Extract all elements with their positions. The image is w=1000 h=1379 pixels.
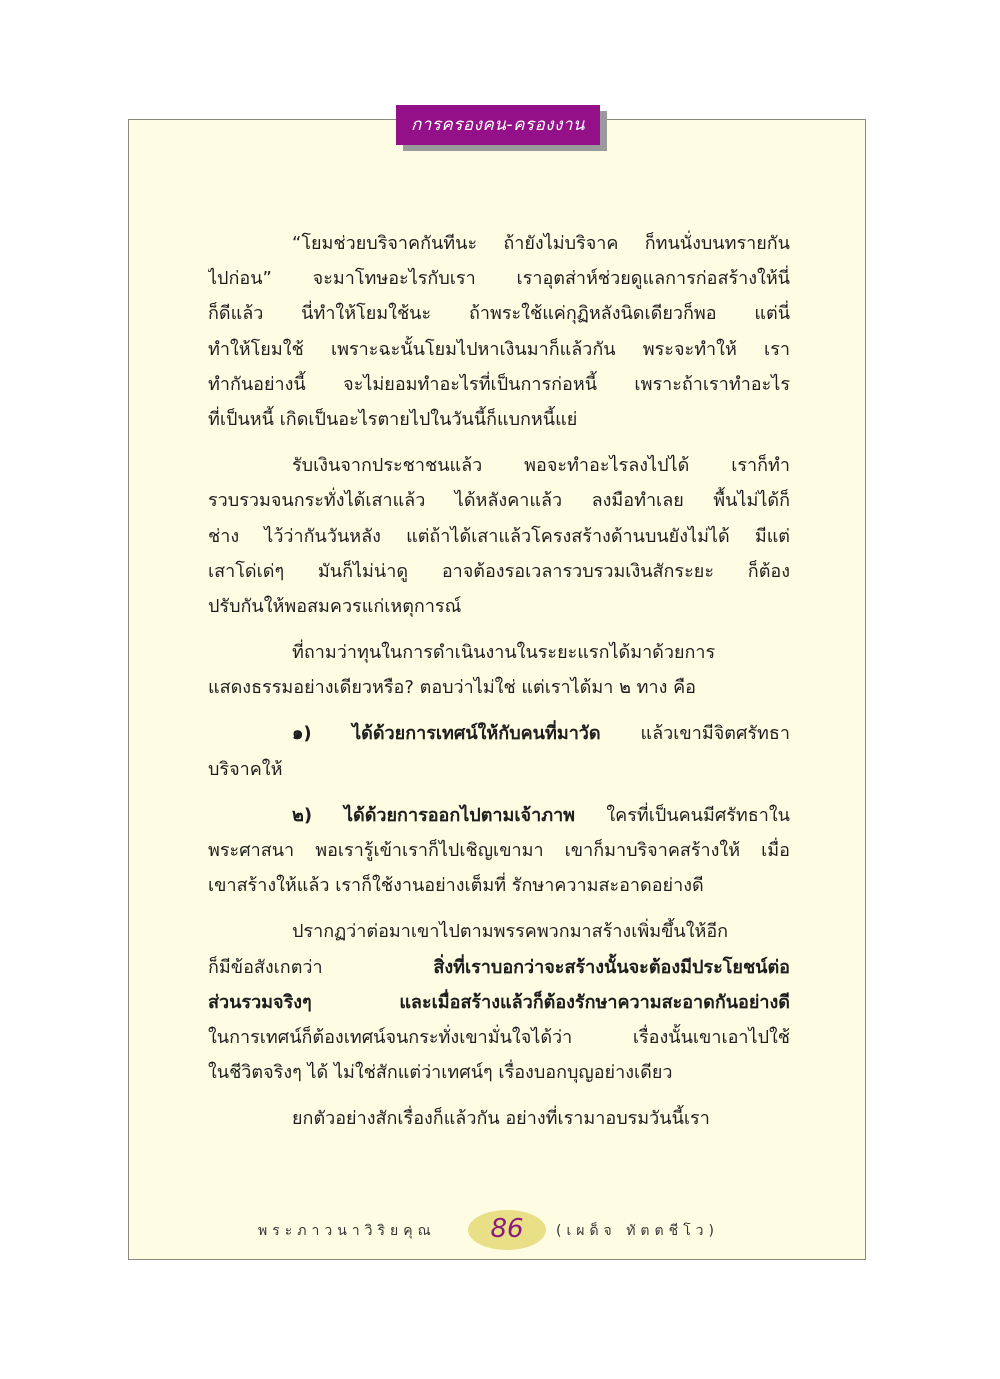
text-line: ปรากฏว่าต่อมาเขาไปตามพรรคพวกมาสร้างเพิ่มขึ้นให้อีก [292, 921, 729, 943]
paragraph-7 [208, 1101, 790, 1136]
paragraph-5 [208, 798, 790, 904]
text-line: ยกตัวอย่างสักเรื่องก็แล้วกัน อย่างที่เรามาอบรมวันนี้เรา [292, 1108, 710, 1130]
body-text [208, 226, 790, 1148]
paragraph-6 [208, 914, 790, 1090]
text-line: แสดงธรรมอย่างเดียวหรือ? ตอบว่าไม่ใช่ แต่เราได้มา ๒ ทาง คือ [208, 677, 696, 699]
text-line: รับเงินจากประชาชนแล้ว พอจะทำอะไรลงไปได้ เราก็ทำ [292, 455, 790, 477]
text-line: “โยมช่วยบริจาคกันทีนะ ถ้ายังไม่บริจาค ก็ทนนั่งบนทรายกัน [292, 233, 790, 254]
text-line: ที่เป็นหนี้ เกิดเป็นอะไรตายไปในวันนี้ก็แบกหนี้แย่ [208, 408, 578, 430]
text-fragment: แล้วเขามีจิตศรัทธา [600, 723, 790, 745]
text-line: รวบรวมจนกระทั่งได้เสาแล้ว ได้หลังคาแล้ว ลงมือทำเลย พื้นไม่ได้ก็ [208, 490, 790, 512]
page-footer [0, 1208, 1000, 1252]
text-line: ที่ถามว่าทุนในการดำเนินงานในระยะแรกได้มาด้วยการ [292, 642, 716, 664]
bold-lead: ๒) ได้ด้วยการออกไปตามเจ้าภาพ [292, 804, 576, 826]
chapter-header: การครองคน-ครองงาน [396, 105, 600, 145]
text-line: เสาโด่เด่ๆ มันก็ไม่น่าดู อาจต้องรอเวลารวบรวมเงินสักระยะ ก็ต้อง [208, 560, 790, 582]
text-line: ในการเทศน์ก็ต้องเทศน์จนกระทั่งเขามั่นใจได้ว่า เรื่องนั้นเขาเอาไปใช้ [208, 1026, 790, 1048]
text-fragment: ก็มีข้อสังเกตว่า [208, 956, 434, 978]
text-line-mixed [208, 798, 790, 833]
text-line: ปรับกันให้พอสมควรแก่เหตุการณ์ [208, 595, 462, 617]
footer-author-name: (เผด็จ ทัตตชีโว) [556, 1223, 719, 1239]
text-line: พระศาสนา พอเรารู้เข้าเราก็ไปเชิญเขามา เขาก็มาบริจาคสร้างให้ เมื่อ [208, 840, 790, 861]
text-line: ไปก่อน” จะมาโทษอะไรกับเรา เราอุตส่าห์ช่วยดูแลการก่อสร้างให้นี่ [208, 268, 790, 290]
bold-phrase: สิ่งที่เราบอกว่าจะสร้างนั้นจะต้องมีประโยชน์ต่อ [433, 956, 790, 978]
paragraph-4 [208, 716, 790, 786]
text-line-mixed [208, 950, 790, 985]
bold-lead: ๑) ได้ด้วยการเทศน์ให้กับคนที่มาวัด [292, 723, 601, 745]
paragraph-1 [208, 226, 790, 437]
text-line: ก็ดีแล้ว นี่ทำให้โยมใช้นะ ถ้าพระใช้แค่กุฏิหลังนิดเดียวก็พอ แต่นี่ [208, 303, 790, 325]
text-line: เขาสร้างให้แล้ว เราก็ใช้งานอย่างเต็มที่ รักษาความสะอาดอย่างดี [208, 875, 704, 897]
paragraph-2 [208, 448, 790, 624]
text-line: บริจาคให้ [208, 758, 283, 780]
text-line: ในชีวิตจริงๆ ได้ ไม่ใช่สักแต่ว่าเทศน์ๆ เรื่องบอกบุญอย่างเดียว [208, 1062, 673, 1084]
paragraph-3 [208, 635, 790, 705]
text-line-bold: ส่วนรวมจริงๆ และเมื่อสร้างแล้วก็ต้องรักษาความสะอาดกันอย่างดี [208, 991, 790, 1013]
text-line-mixed [208, 716, 790, 751]
text-fragment: ใครที่เป็นคนมีศรัทธาใน [575, 804, 790, 826]
text-line: ช่าง ไว้ว่ากันวันหลัง แต่ถ้าได้เสาแล้วโครงสร้างด้านบนยังไม่ได้ มีแต่ [208, 525, 790, 547]
text-line: ทำกันอย่างนี้ จะไม่ยอมทำอะไรที่เป็นการก่อหนี้ เพราะถ้าเราทำอะไร [208, 373, 790, 395]
text-line: ทำให้โยมใช้ เพราะฉะนั้นโยมไปหาเงินมาก็แล้วกัน พระจะทำให้ เรา [208, 338, 790, 360]
footer-author: พระภาวนาวิริยคุณ [258, 1223, 436, 1239]
page-number: 86 [490, 1214, 524, 1244]
